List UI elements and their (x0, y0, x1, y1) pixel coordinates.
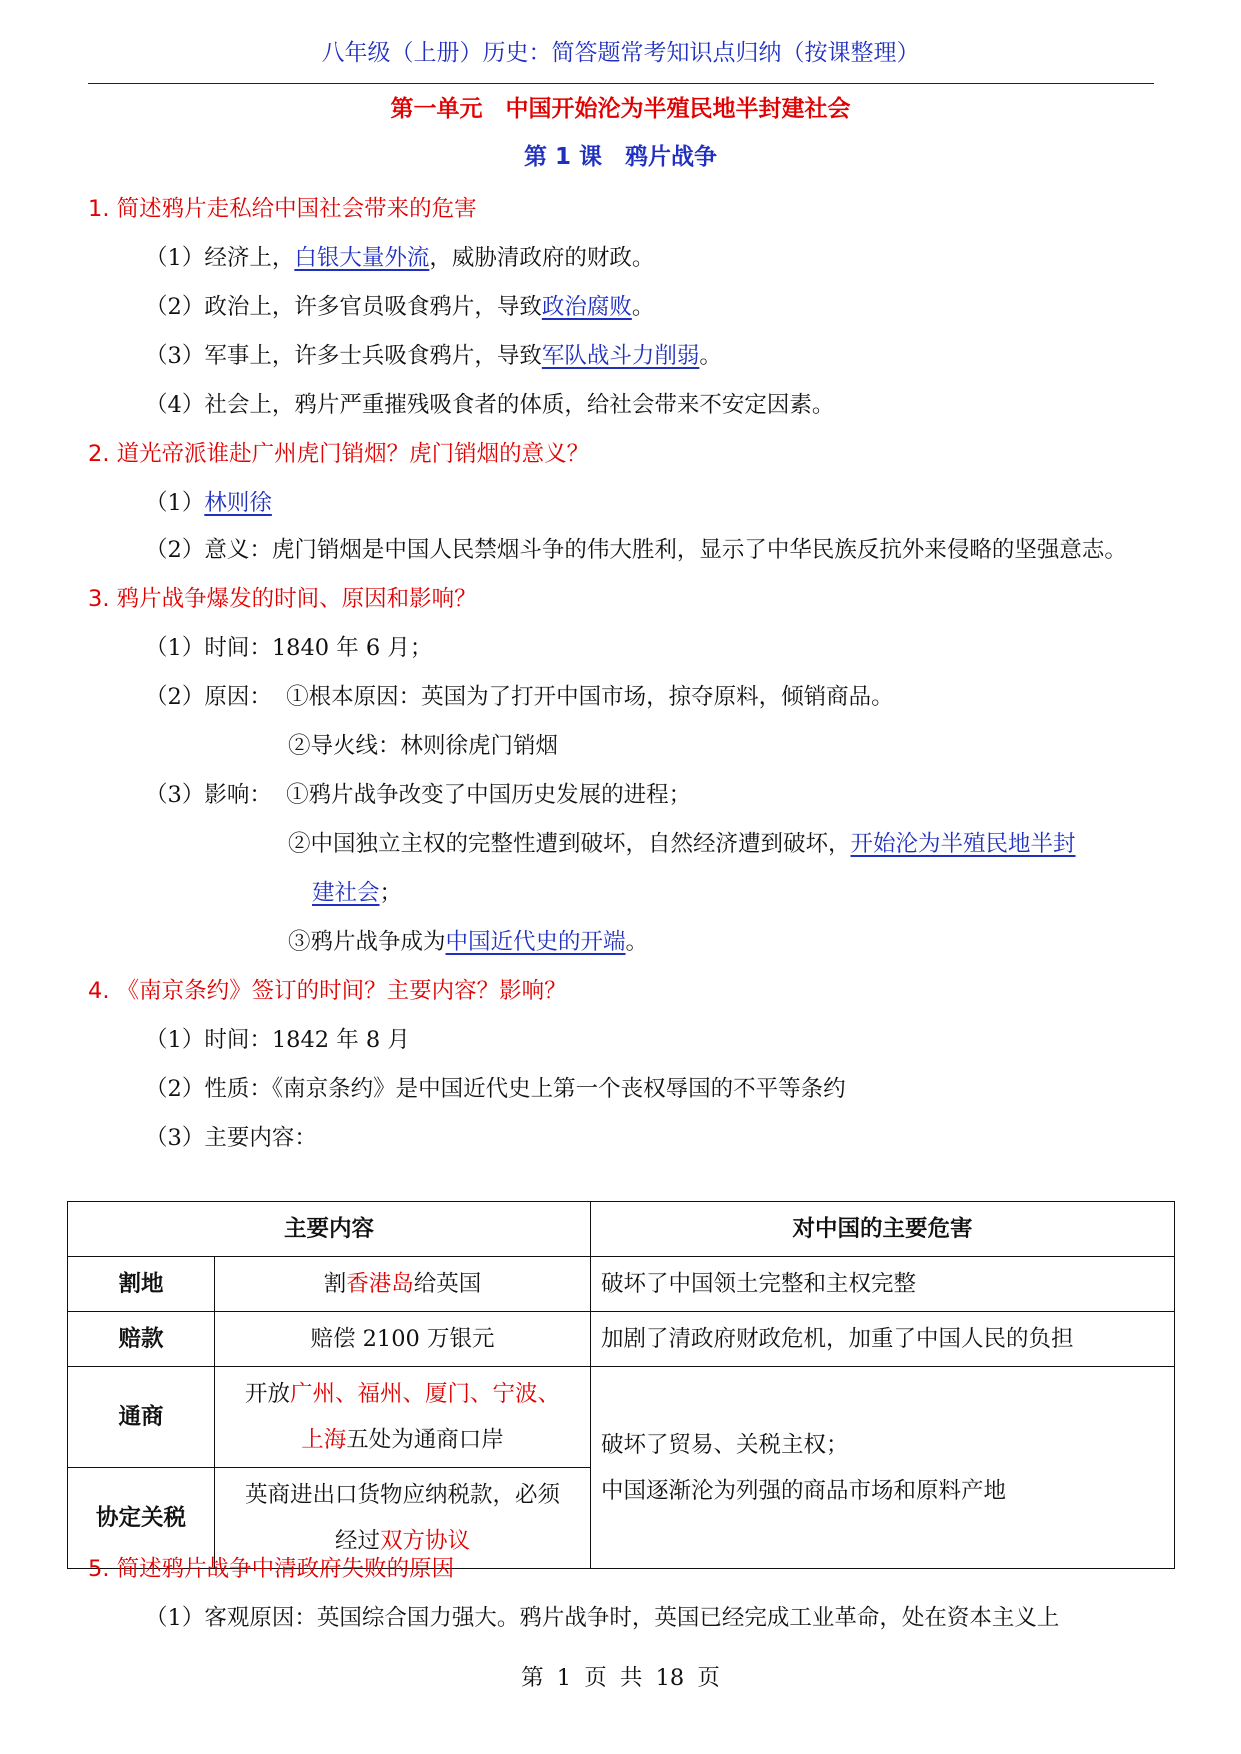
q3-item-2: （2）原因： ①根本原因：英国为了打开中国市场，掠夺原料，倾销商品。 (145, 684, 894, 710)
main-content (88, 185, 1154, 1163)
lesson-title: 第 1 课 鸦片战争 (523, 144, 718, 170)
text: 。 (631, 294, 655, 320)
q3-item-3b-cont (88, 869, 1154, 918)
row-head: 通商 (68, 1367, 215, 1468)
table-row (68, 1367, 1175, 1468)
question-1-title: 1. 简述鸦片走私给中国社会带来的危害 (88, 196, 477, 222)
question-2-title: 2. 道光帝派谁赴广州虎门销烟？虎门销烟的意义？ (88, 441, 590, 467)
text: ③鸦片战争成为 (288, 929, 446, 955)
q3-item-2b: ②导火线：林则徐虎门销烟 (288, 733, 559, 759)
table-row (68, 1257, 1175, 1312)
text: 五处为通商口岸 (346, 1427, 504, 1453)
q2-item-2: （2）意义：虎门销烟是中国人民禁烟斗争的伟大胜利，显示了中华民族反抗外来侵略的坚强意志。 (145, 537, 1127, 563)
key-point: 军队战斗力削弱 (541, 343, 700, 369)
text: 。 (625, 929, 649, 955)
document-header: 八年级（上册）历史：简答题常考知识点归纳（按课整理） (321, 40, 920, 66)
table-cell: 破坏了中国领土完整和主权完整 (591, 1257, 1175, 1312)
text: 开放 (244, 1381, 290, 1407)
text: 经过 (334, 1528, 380, 1554)
q1-item-3 (88, 332, 1154, 381)
text: ②中国独立主权的完整性遭到破坏，自然经济遭到破坏， (288, 831, 851, 857)
highlight: 上海 (301, 1427, 347, 1453)
highlight: 香港岛 (346, 1271, 414, 1297)
row-head: 赔款 (68, 1312, 215, 1367)
q3-item-1: （1）时间：1840 年 6 月； (145, 635, 433, 661)
row-head: 割地 (68, 1257, 215, 1312)
q1-item-1 (88, 234, 1154, 283)
q3-item-3: （3）影响： ①鸦片战争改变了中国历史发展的进程； (145, 782, 692, 808)
table-cell: 加剧了清政府财政危机，加重了中国人民的负担 (591, 1312, 1175, 1367)
q2-item-1 (88, 479, 1154, 528)
table-cell: 赔偿 2100 万银元 (215, 1312, 591, 1367)
text: 割 (323, 1271, 347, 1297)
q1-item-4: （4）社会上，鸦片严重摧残吸食者的体质，给社会带来不安定因素。 (145, 392, 835, 418)
key-point: 政治腐败 (541, 294, 632, 320)
row-head: 协定关税 (68, 1468, 215, 1569)
unit-title: 第一单元 中国开始沦为半殖民地半封建社会 (390, 96, 851, 122)
key-point: 开始沦为半殖民地半封 (850, 831, 1076, 857)
header-rule (88, 83, 1154, 84)
key-point: 建社会 (312, 880, 380, 906)
q5-item-1: （1）客观原因：英国综合国力强大。鸦片战争时，英国已经完成工业革命，处在资本主义上 (145, 1605, 1060, 1631)
q4-item-3: （3）主要内容： (145, 1125, 317, 1151)
question-4-title: 4. 《南京条约》签订的时间？主要内容？影响？ (88, 978, 567, 1004)
text: ； (379, 880, 403, 906)
text: （3）军事上，许多士兵吸食鸦片，导致 (145, 343, 542, 369)
highlight: 双方协议 (380, 1528, 471, 1554)
table-header-row (68, 1202, 1175, 1257)
q4-item-1: （1）时间：1842 年 8 月 (145, 1027, 410, 1053)
text: 给英国 (413, 1271, 482, 1297)
question-3-title: 3. 鸦片战争爆发的时间、原因和影响？ (88, 586, 477, 612)
question-5-title: 5. 简述鸦片战争中清政府失败的原因 (88, 1556, 455, 1582)
text: 。 (699, 343, 722, 369)
text: 中国逐渐沦为列强的商品市场和原料产地 (601, 1477, 1007, 1504)
table-header: 对中国的主要危害 (591, 1202, 1175, 1257)
key-point: 白银大量外流 (294, 245, 430, 271)
text: ，威胁清政府的财政。 (429, 245, 655, 271)
table-cell (215, 1367, 591, 1468)
treaty-table (67, 1201, 1175, 1569)
page-number: 第 1 页 共 18 页 (521, 1665, 720, 1691)
q1-item-2 (88, 283, 1154, 332)
question-5 (88, 1545, 1154, 1643)
text: （1） (145, 490, 205, 516)
text: （2）政治上，许多官员吸食鸦片，导致 (145, 294, 542, 320)
text: （1）经济上， (145, 245, 295, 271)
table-header: 主要内容 (68, 1202, 591, 1257)
key-point: 中国近代史的开端 (445, 929, 626, 955)
q4-item-2: （2）性质：《南京条约》是中国近代史上第一个丧权辱国的不平等条约 (145, 1076, 846, 1102)
text: 破坏了贸易、关税主权； (601, 1431, 849, 1458)
table-row (68, 1312, 1175, 1367)
table-cell (591, 1367, 1175, 1569)
key-point: 林则徐 (204, 490, 272, 516)
q3-item-3c (88, 918, 1154, 967)
table-cell (215, 1257, 591, 1312)
q3-item-3b (88, 820, 1154, 869)
text: 英商进出口货物应纳税款，必须 (244, 1482, 560, 1508)
highlight: 广州、福州、厦门、宁波、 (290, 1381, 561, 1407)
